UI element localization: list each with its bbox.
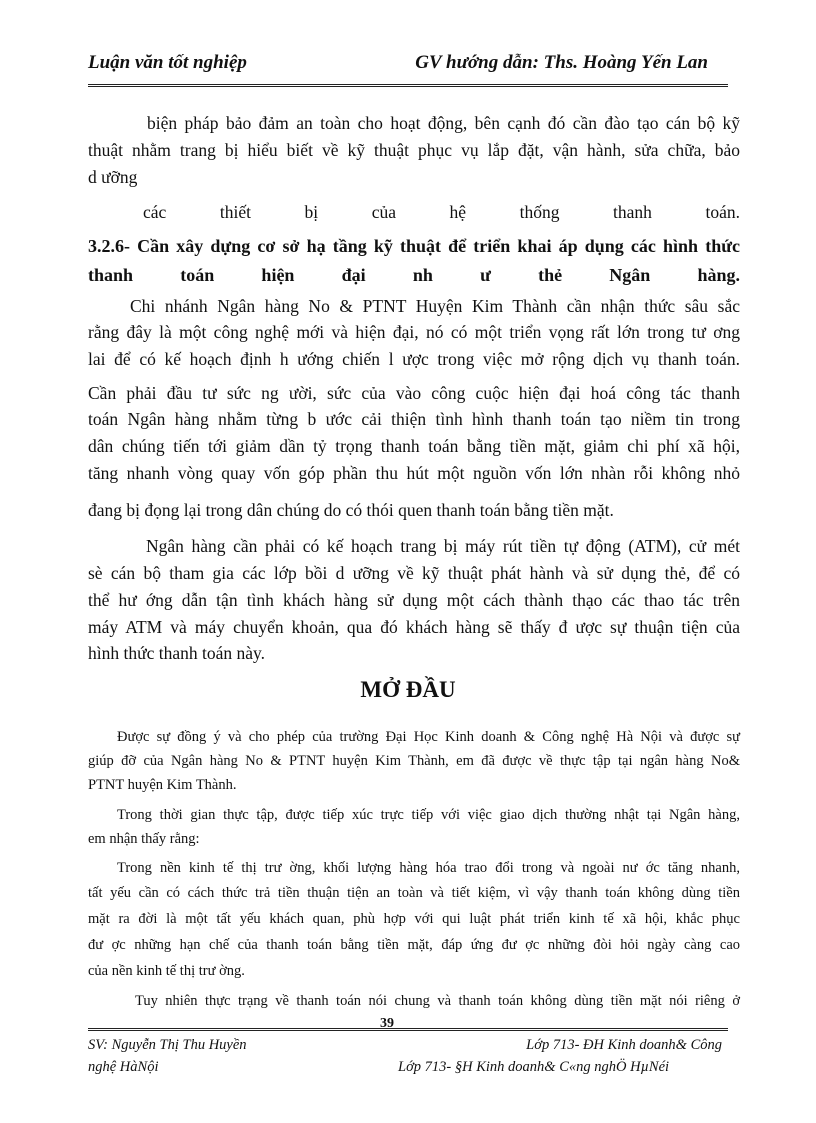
body-p4-line5: hình thức thanh toán này. [88,643,265,663]
footer-student-name-cont: nghệ HàNội [88,1059,159,1075]
body-p4-line3: thể hư ớng dẫn tận tình khách hàng sử dụng một cách thành thạo các thao tác trên [88,590,740,610]
intro-d-line1: Tuy nhiên thực trạng về thanh toán nói chung và thanh toán không dùng tiền mặt nói riêng ở [135,993,740,1009]
intro-c-line1: Trong nền kinh tế thị trư ờng, khối lượng hàng hóa trao đổi trong và ngoài nư ớc tăng nhanh, [117,860,740,876]
body-p4-line4: máy ATM và máy chuyển khoản, qua đó khách hàng sẽ thấy đ ược sự thuận tiện của [88,617,740,637]
body-p1-line4: các thiết bị của hệ thống thanh toán. [143,202,740,222]
body-p3-line5: đang bị đọng lại trong dân chúng do có thói quen thanh toán bằng tiền mặt. [88,500,614,520]
intro-c-line2: tất yếu cần có cách thức trả tiền thuận tiện an toàn và tiết kiệm, vì vậy thanh toán không dùng tiền [88,885,740,901]
body-p2-line2: rằng đây là một công nghệ mới và hiện đại, nó có một triển vọng rất lớn trong tư ơng [88,322,740,342]
section-heading-line2: thanh toán hiện đại nh ư thẻ Ngân hàng. [88,265,740,285]
footer-class-line1: Lớp 713- ĐH Kinh doanh& Công [526,1037,722,1053]
footer-student-name: SV: Nguyễn Thị Thu Huyền [88,1037,247,1053]
body-p3-line4: tăng nhanh vòng quay vốn góp phần thu hút một nguồn vốn lớn nhàn rỗi không nhỏ [88,463,740,483]
intro-a-line2: giúp đỡ của Ngân hàng No & PTNT huyện Kim Thành, em đã được về thực tập tại ngân hàng No& [88,753,740,769]
header-thesis-label: Luận văn tốt nghiệp [88,52,247,73]
section-heading-line1: 3.2.6- Cần xây dựng cơ sở hạ tầng kỹ thuật để triển khai áp dụng các hình thức [88,236,740,256]
header-advisor: GV hướng dẫn: Ths. Hoàng Yến Lan [415,52,708,73]
body-p1-line3: d ưỡng [88,167,138,187]
intro-a-line1: Được sự đồng ý và cho phép của trường Đại Học Kinh doanh & Công nghệ Hà Nội và được sự [117,729,740,745]
body-p3-line1: Cần phải đầu tư sức ng ười, sức của vào công cuộc hiện đại hoá công tác thanh [88,383,740,403]
body-p3-line3: dân chúng tiến tới giảm dần tỷ trọng thanh toán bằng tiền mặt, giảm chi phí xã hội, [88,436,740,456]
intro-b-line2: em nhận thấy rằng: [88,831,200,847]
intro-c-line5: của nền kinh tế thị trư ờng. [88,963,245,979]
page-header [88,46,728,87]
body-p1-line2: thuật nhằm trang bị hiểu biết về kỹ thuật phục vụ lắp đặt, vận hành, sửa chữa, bảo [88,140,740,160]
body-p4-line2: sè cán bộ tham gia các lớp bồi d ưỡng về kỹ thuật phát hành và sử dụng thẻ, để có [88,563,740,583]
intro-c-line4: đư ợc những hạn chế của thanh toán bằng tiền mặt, đáp ứng đư ợc những đòi hỏi ngày càng cao [88,937,740,953]
footer-class-line2: Lớp 713- §H Kinh doanh& C«ng nghÖ HµNéi [398,1059,670,1075]
body-p2-line1: Chi nhánh Ngân hàng No & PTNT Huyện Kim Thành cần nhận thức sâu sắc [130,296,740,316]
page-footer [88,1028,728,1085]
section-title: MỞ ĐẦU [360,677,456,702]
page-number: 39 [380,1016,394,1031]
body-p1-line1: biện pháp bảo đảm an toàn cho hoạt động, bên cạnh đó cần đào tạo cán bộ kỹ [147,113,740,133]
body-p3-line2: toán Ngân hàng nhằm từng b ước cải thiện tình hình thanh toán tạo niềm tin trong [88,409,740,429]
intro-b-line1: Trong thời gian thực tập, được tiếp xúc trực tiếp với việc giao dịch thường nhật tại Ngân hàng, [117,807,740,823]
body-p2-line3: lai để có kế hoạch định h ướng chiến l ược trong việc mở rộng dịch vụ thanh toán. [88,349,740,369]
intro-c-line3: mặt ra đời là một tất yếu khách quan, phù hợp với qui luật phát triển kinh tế xã hội, khắc phục [88,911,740,927]
intro-a-line3: PTNT huyện Kim Thành. [88,777,237,793]
body-p4-line1: Ngân hàng cần phải có kế hoạch trang bị máy rút tiền tự động (ATM), cử mét [146,536,740,556]
